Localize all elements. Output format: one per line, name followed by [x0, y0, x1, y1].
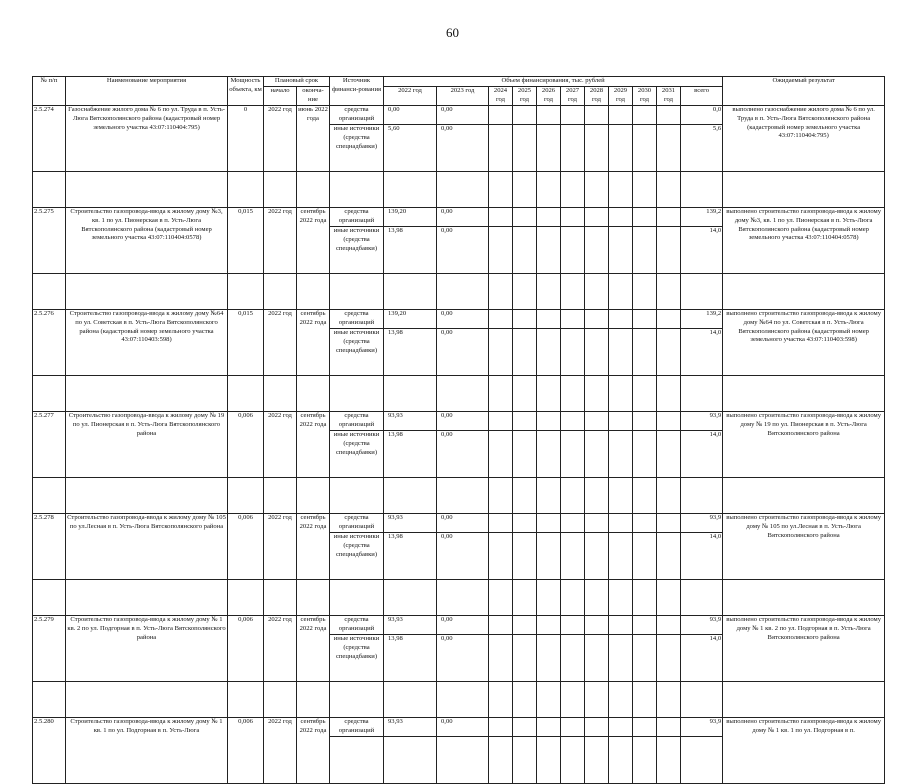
- row-2022-org: 93,93: [384, 615, 437, 634]
- row-total-other: 14,0: [681, 634, 723, 681]
- row-capacity: 0,006: [228, 411, 264, 477]
- row-capacity: 0,006: [228, 717, 264, 783]
- header-year-2026: 2026 год: [537, 87, 561, 106]
- row-source-org: средства организаций: [330, 513, 384, 532]
- spacer-row: [33, 579, 885, 615]
- row-2023-org: 0,00: [437, 717, 489, 736]
- header-num: № п/п: [33, 77, 66, 106]
- table-body: [33, 105, 885, 783]
- row-result: выполнено строительство газопровода-ввода к жилому дому № 1 кв. 1 по ул. Подгорная в п.: [723, 717, 885, 783]
- row-2023-other: 0,00: [437, 328, 489, 375]
- row-source-other: иные источники (средства спецнадбавки): [330, 226, 384, 273]
- row-end: сентябрь 2022 года: [297, 207, 330, 273]
- spacer-row: [33, 681, 885, 717]
- header-result: Ожидаемый результат: [723, 77, 885, 106]
- row-total-org: 0,0: [681, 105, 723, 124]
- row-name: Строительство газопровода-ввода к жилому дому № 105 по ул.Лесная в п. Усть-Люга Вятскополянского района: [66, 513, 228, 579]
- row-total-org: 93,9: [681, 717, 723, 736]
- row-start: 2022 год: [264, 513, 297, 579]
- row-2022-other: 13,98: [384, 634, 437, 681]
- table-row: [33, 411, 885, 430]
- row-end: июнь 2022 года: [297, 105, 330, 171]
- table-row: [33, 309, 885, 328]
- table-row: [33, 717, 885, 736]
- table-row: [33, 207, 885, 226]
- row-2022-org: 93,93: [384, 717, 437, 736]
- spacer-row: [33, 375, 885, 411]
- row-num: 2.5.279: [33, 615, 66, 681]
- spacer-row: [33, 171, 885, 207]
- row-name: Строительство газопровода-ввода к жилому дому № 1 кв. 2 по ул. Подгорная в п. Усть-Люга Вятскополянского района: [66, 615, 228, 681]
- row-capacity: 0,006: [228, 615, 264, 681]
- row-source-other: иные источники (средства спецнадбавки): [330, 532, 384, 579]
- row-2023-other: 0,00: [437, 124, 489, 171]
- row-start: 2022 год: [264, 615, 297, 681]
- row-2022-org: 139,20: [384, 207, 437, 226]
- row-2023-other: 0,00: [437, 430, 489, 477]
- row-2022-other: 13,98: [384, 328, 437, 375]
- row-total-org: 93,9: [681, 411, 723, 430]
- row-name: Строительство газопровода-ввода к жилому дому № 1 кв. 1 по ул. Подгорная в п. Усть-Люга: [66, 717, 228, 783]
- header-year-2031: 2031 год: [657, 87, 681, 106]
- row-source-org: средства организаций: [330, 615, 384, 634]
- table-row: [33, 513, 885, 532]
- header-term: Плановый срок: [264, 77, 330, 87]
- header-funding: Объем финансирования, тыс. рублей: [384, 77, 723, 87]
- row-total-other: 5,6: [681, 124, 723, 171]
- row-source-org: средства организаций: [330, 309, 384, 328]
- header-capacity: Мощность объекта, км: [228, 77, 264, 106]
- row-num: 2.5.276: [33, 309, 66, 375]
- row-2023-org: 0,00: [437, 105, 489, 124]
- row-start: 2022 год: [264, 105, 297, 171]
- row-2023-other: 0,00: [437, 532, 489, 579]
- header-term-start: начало: [264, 87, 297, 106]
- row-name: Строительство газопровода-ввода к жилому дому №3, кв. 1 по ул. Пионерская в п. Усть-Люга Вятскополянского района (кадастровый номер земельного участка 43:07:110404:0578): [66, 207, 228, 273]
- row-total-org: 139,2: [681, 309, 723, 328]
- row-capacity: 0,015: [228, 207, 264, 273]
- row-start: 2022 год: [264, 717, 297, 783]
- row-start: 2022 год: [264, 309, 297, 375]
- row-source-org: средства организаций: [330, 717, 384, 736]
- row-capacity: 0,006: [228, 513, 264, 579]
- row-num: 2.5.278: [33, 513, 66, 579]
- header-name: Наименование мероприятия: [66, 77, 228, 106]
- row-capacity: 0,015: [228, 309, 264, 375]
- row-total-org: 93,9: [681, 615, 723, 634]
- row-source-org: средства организаций: [330, 411, 384, 430]
- row-2022-org: 93,93: [384, 513, 437, 532]
- row-total-other: 14,0: [681, 328, 723, 375]
- row-result: выполнено газоснабжение жилого дома № 6 по ул. Труда в п. Усть-Люга Вятскополянского района (кадастровый номер земельного участка 43:07:110404:795): [723, 105, 885, 171]
- header-year-2022: 2022 год: [384, 87, 437, 106]
- row-end: сентябрь 2022 года: [297, 513, 330, 579]
- row-total-org: 93,9: [681, 513, 723, 532]
- row-2023-org: 0,00: [437, 615, 489, 634]
- row-name: Газоснабжение жилого дома № 6 по ул. Труда в п. Усть-Люга Вятскополянского района (кадастровый номер земельного участка 43:07:110404:795): [66, 105, 228, 171]
- header-term-end: оконча-ние: [297, 87, 330, 106]
- header-year-2024: 2024 год: [489, 87, 513, 106]
- header-year-2027: 2027 год: [561, 87, 585, 106]
- row-source-org: средства организаций: [330, 105, 384, 124]
- row-2023-org: 0,00: [437, 207, 489, 226]
- row-2022-other: 13,98: [384, 532, 437, 579]
- row-source-other: иные источники (средства спецнадбавки): [330, 634, 384, 681]
- row-result: выполнено строительство газопровода-ввода к жилому дому №64 по ул. Советская в п. Усть-Люга Вятскополянского района (кадастровый номер земельного участка 43:07:110403:598): [723, 309, 885, 375]
- funding-table: [32, 76, 885, 784]
- row-source-other: иные источники (средства спецнадбавки): [330, 430, 384, 477]
- row-result: выполнено строительство газопровода-ввода к жилому дому № 105 по ул.Лесная в п. Усть-Люга Вятскополянского района: [723, 513, 885, 579]
- row-name: Строительство газопровода-ввода к жилому дому №64 по ул. Советская в п. Усть-Люга Вятскополянского района (кадастровый номер земельного участка 43:07:110403:598): [66, 309, 228, 375]
- row-total-other: 14,0: [681, 430, 723, 477]
- row-2022-org: 0,00: [384, 105, 437, 124]
- row-num: 2.5.280: [33, 717, 66, 783]
- spacer-row: [33, 273, 885, 309]
- row-2022-org: 93,93: [384, 411, 437, 430]
- row-2023-other: 0,00: [437, 634, 489, 681]
- row-2022-other: 13,98: [384, 226, 437, 273]
- row-2023-org: 0,00: [437, 513, 489, 532]
- page-number: 60: [446, 25, 459, 40]
- row-total-other: 14,0: [681, 226, 723, 273]
- row-end: сентябрь 2022 года: [297, 309, 330, 375]
- row-start: 2022 год: [264, 207, 297, 273]
- spacer-row: [33, 477, 885, 513]
- row-total-org: 139,2: [681, 207, 723, 226]
- header-source: Источник финанси-рования: [330, 77, 384, 106]
- table-header: [33, 77, 885, 106]
- row-num: 2.5.274: [33, 105, 66, 171]
- row-2022-org: 139,20: [384, 309, 437, 328]
- header-year-2029: 2029 год: [609, 87, 633, 106]
- header-year-2028: 2028 год: [585, 87, 609, 106]
- table-row: [33, 105, 885, 124]
- row-2023-other: 0,00: [437, 226, 489, 273]
- header-total: всего: [681, 87, 723, 106]
- row-2022-other: 5,60: [384, 124, 437, 171]
- header-year-2030: 2030 год: [633, 87, 657, 106]
- row-result: выполнено строительство газопровода-ввода к жилому дому № 19 по ул. Пионерская в п. Усть-Люга Вятскополянского района: [723, 411, 885, 477]
- header-year-2025: 2025 год: [513, 87, 537, 106]
- row-end: сентябрь 2022 года: [297, 717, 330, 783]
- row-end: сентябрь 2022 года: [297, 411, 330, 477]
- row-total-other: 14,0: [681, 532, 723, 579]
- row-num: 2.5.275: [33, 207, 66, 273]
- row-name: Строительство газопровода-ввода к жилому дому № 19 по ул. Пионерская в п. Усть-Люга Вятскополянского района: [66, 411, 228, 477]
- row-capacity: 0: [228, 105, 264, 171]
- row-end: сентябрь 2022 года: [297, 615, 330, 681]
- row-source-org: средства организаций: [330, 207, 384, 226]
- table-row: [33, 615, 885, 634]
- header-year-2023: 2023 год: [437, 87, 489, 106]
- row-start: 2022 год: [264, 411, 297, 477]
- row-2023-org: 0,00: [437, 309, 489, 328]
- row-2022-other: 13,98: [384, 430, 437, 477]
- row-result: выполнено строительство газопровода-ввода к жилому дому № 1 кв. 2 по ул. Подгорная в п. Усть-Люга Вятскополянского района: [723, 615, 885, 681]
- row-result: выполнено строительство газопровода-ввода к жилому дому №3, кв. 1 по ул. Пионерская в п. Усть-Люга Вятскополянского района (кадастровый номер земельного участка 43:07:110404:0578): [723, 207, 885, 273]
- row-source-other: иные источники (средства спецнадбавки): [330, 328, 384, 375]
- row-2023-org: 0,00: [437, 411, 489, 430]
- row-source-other: иные источники (средства спецнадбавки): [330, 124, 384, 171]
- row-num: 2.5.277: [33, 411, 66, 477]
- document-table-wrapper: [32, 76, 884, 734]
